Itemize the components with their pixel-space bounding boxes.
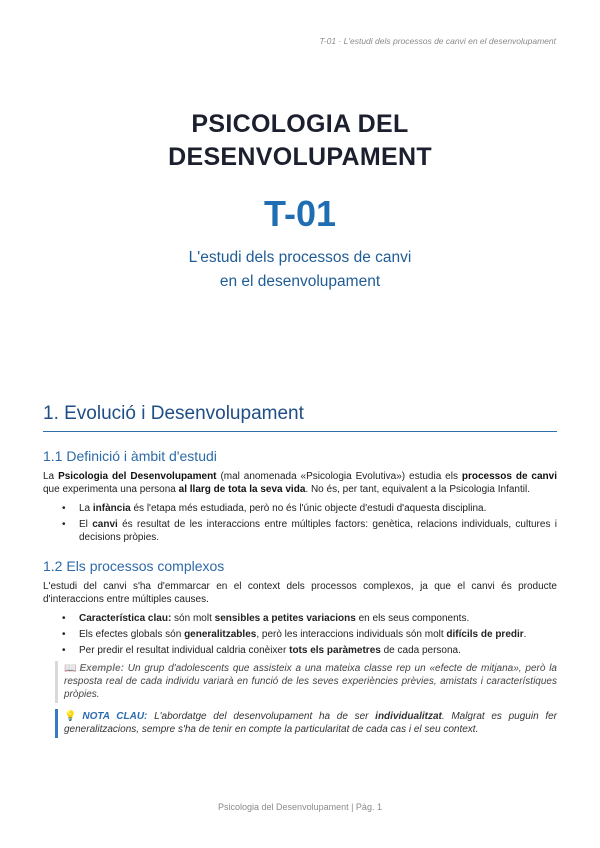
title-line-2: DESENVOLUPAMENT <box>168 143 432 171</box>
lightbulb-icon: 💡 <box>64 711 81 722</box>
text-run: . Malgrat es puguin fer generalitzacions, sempre s'ha de tenir en compte la particularitat de cada cas i el seu context. <box>64 711 557 735</box>
example-label: Exemple: <box>79 663 124 674</box>
text-run: . <box>523 629 527 640</box>
bold-term: individualitzat <box>375 711 442 722</box>
topic-code: T-01 <box>263 193 337 234</box>
subsection-heading-1-2: 1.2 Els processos complexos <box>43 558 225 574</box>
bold-term: difícils de predir <box>446 629 524 640</box>
bold-term: Psicologia del Desenvolupament <box>58 471 217 482</box>
key-note-label: NOTA CLAU: <box>82 711 148 722</box>
example-text: Un grup d'adolescents que assisteix a una mateixa classe rep un «efecte de mitjana», però la resposta real de cada individu variarà en funció de les seves experiències prèvies, amistats i característiques pròpies. <box>64 663 557 700</box>
page-footer: Psicologia del Desenvolupament | Pàg. 1 <box>218 802 382 812</box>
list-item <box>43 502 557 515</box>
text-run: Per predir el resultat individual caldria conèixer <box>79 645 290 656</box>
list-item <box>43 518 557 544</box>
text-run: que experimenta una persona <box>43 484 179 495</box>
subsection-heading-1-1: 1.1 Definició i àmbit d'estudi <box>43 448 217 464</box>
running-header: T-01 · L'estudi dels processos de canvi en el desenvolupament <box>319 36 556 46</box>
text-run: L'abordatge del desenvolupament ha de ser <box>147 711 376 722</box>
bullet-list-1-2 <box>43 612 557 657</box>
title-line-1: PSICOLOGIA DEL <box>191 110 409 138</box>
bold-term: infància <box>92 503 131 514</box>
main-content <box>43 403 557 738</box>
section-heading: 1. Evolució i Desenvolupament <box>43 403 557 432</box>
document-title <box>0 108 600 174</box>
subtitle-line-2: en el desenvolupament <box>219 273 381 290</box>
book-icon: 📖 <box>64 663 78 674</box>
bold-term: generalitzables <box>184 629 257 640</box>
text-run: són molt <box>171 613 215 624</box>
text-run: (mal anomenada «Psicologia Evolutiva») estudia els <box>216 471 462 482</box>
bullet-list-1-1 <box>43 502 557 544</box>
list-item <box>43 644 557 657</box>
text-run: . No és, per tant, equivalent a la Psicologia Infantil. <box>305 484 530 495</box>
text-run: de cada persona. <box>380 645 461 656</box>
bold-term: sensibles a petites variacions <box>214 613 356 624</box>
document-subtitle <box>0 246 600 294</box>
bold-term: processos de canvi <box>461 471 558 482</box>
bold-term: tots els paràmetres <box>289 645 381 656</box>
list-item <box>43 628 557 641</box>
bold-term: canvi <box>92 519 118 530</box>
text-run: en els seus components. <box>355 613 470 624</box>
title-block <box>0 108 600 294</box>
bold-term: al llarg de tota la seva vida <box>178 484 306 495</box>
text-run: és resultat de les interaccions entre múltiples factors: genètica, relacions individuals, cultures i decisions pròpies. <box>79 519 557 543</box>
text-run: El <box>79 519 93 530</box>
key-note-callout <box>55 709 557 738</box>
example-callout <box>55 661 557 703</box>
text-run: La <box>43 471 59 482</box>
bold-term: Característica clau: <box>79 613 172 624</box>
text-run: Els efectes globals són <box>79 629 185 640</box>
list-item <box>43 612 557 625</box>
text-run: és l'etapa més estudiada, però no és l'únic objecte d'estudi d'aquesta disciplina. <box>130 503 487 514</box>
definition-paragraph <box>43 470 557 496</box>
text-run: La <box>79 503 93 514</box>
subtitle-line-1: L'estudi dels processos de canvi <box>188 249 412 266</box>
complex-processes-paragraph: L'estudi del canvi s'ha d'emmarcar en el context dels processos complexos, ja que el canvi és producte d'interaccions entre múltiples causes. <box>43 581 557 605</box>
text-run: , però les interaccions individuals són molt <box>256 629 447 640</box>
